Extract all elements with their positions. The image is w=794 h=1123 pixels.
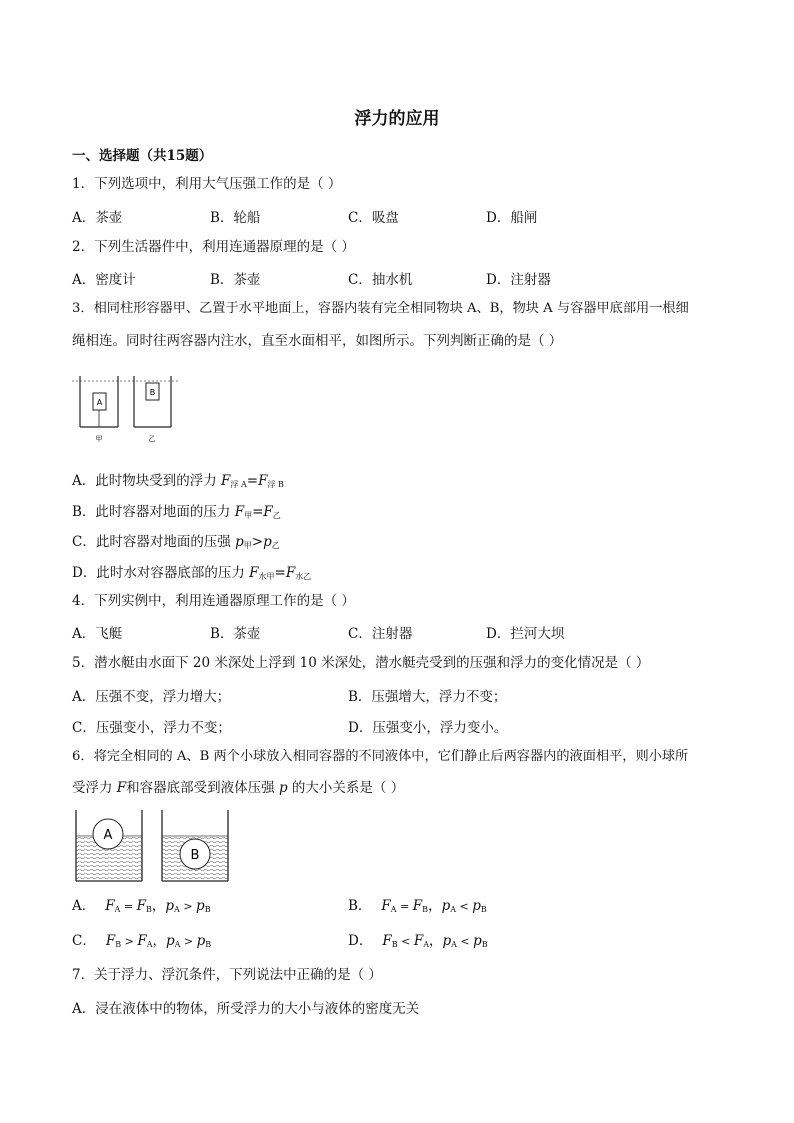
q2-option-a: A．密度计: [72, 272, 136, 288]
block-b-label: B: [149, 388, 156, 397]
q4-option-d: D．拦河大坝: [486, 626, 565, 642]
page-title: 浮力的应用: [354, 109, 440, 129]
q3-option-d: D．此时水对容器底部的压力 $F_{水甲}=F_{水乙}$: [72, 565, 312, 581]
question-2-stem: 2．下列生活器件中，利用连通器原理的是（ ）: [72, 239, 355, 255]
question-6-stem-line-2: 受浮力 F和容器底部受到液体压强 p 的大小关系是（ ）: [72, 780, 405, 796]
container-yi-label: 乙: [148, 435, 156, 443]
section-heading: 一、选择题（共15题）: [72, 148, 213, 164]
q6-option-c: C． $F_B > F_A$，$p_A > p_B$: [72, 933, 212, 949]
q5-option-c: C．压强变小，浮力不变；: [72, 720, 231, 736]
q5-option-a: A．压强不变，浮力增大；: [72, 689, 231, 705]
q3-option-c: C．此时容器对地面的压强 $p_甲>p_乙$: [72, 534, 280, 550]
question-3-stem-line-2: 绳相连。同时往两容器内注水，直至水面相平，如图所示。下列判断正确的是（ ）: [72, 333, 563, 349]
q6-option-d: D． $F_B < F_A$，$p_A < p_B$: [348, 933, 488, 949]
q7-option-a: A．浸在液体中的物体，所受浮力的大小与液体的密度无关: [72, 1001, 420, 1017]
q1-option-d: D．船闸: [486, 210, 538, 226]
q2-option-d: D．注射器: [486, 272, 551, 288]
q4-option-a: A．飞艇: [72, 626, 123, 642]
block-a-label: A: [96, 398, 103, 407]
q5-option-b: B．压强增大，浮力不变；: [348, 689, 507, 705]
q2-option-b: B．茶壶: [210, 272, 261, 288]
question-5-stem: 5．潜水艇由水面下 20 米深处上浮到 10 米深处，潜水艇壳受到的压强和浮力的变化情况是（ ）: [72, 655, 650, 671]
ball-a-label: A: [103, 828, 113, 843]
container-a: [76, 810, 142, 881]
q6-option-a: A． $F_A = F_B$，$p_A > p_B$: [72, 898, 211, 914]
ball-b-label: B: [190, 848, 200, 863]
container-jia: [80, 376, 118, 443]
question-3-stem-line-1: 3．相同柱形容器甲、乙置于水平地面上，容器内装有完全相同物块 A、B，物块 A 与容器甲底部用一根细: [72, 301, 689, 316]
q1-option-a: A．茶壶: [72, 210, 123, 226]
question-6-stem-line-1: 6．将完全相同的 A、B 两个小球放入相同容器的不同液体中，它们静止后两容器内的液面相平，则小球所: [72, 749, 689, 764]
question-1-stem: 1．下列选项中，利用大气压强工作的是（ ）: [72, 176, 342, 192]
q3-figure-containers: [72, 372, 182, 446]
q6-figure-containers: [72, 808, 238, 884]
container-b: [162, 810, 228, 881]
q4-option-b: B．茶壶: [210, 626, 261, 642]
question-4-stem: 4．下列实例中，利用连通器原理工作的是（ ）: [72, 593, 355, 609]
q2-option-c: C．抽水机: [348, 272, 413, 288]
container-yi: [134, 376, 171, 443]
q6-option-b: B． $F_A = F_B$，$p_A < p_B$: [348, 898, 487, 914]
q5-option-d: D．压强变小，浮力变小。: [348, 720, 508, 736]
q3-option-b: B．此时容器对地面的压力 $F_甲=F_乙$: [72, 504, 281, 520]
q1-option-c: C．吸盘: [348, 210, 399, 226]
container-jia-label: 甲: [95, 435, 103, 443]
question-7-stem: 7．关于浮力、浮沉条件，下列说法中正确的是（ ）: [72, 967, 382, 983]
q3-option-a: A．此时物块受到的浮力 $F_{浮 A}=F_{浮 B}$: [72, 473, 284, 489]
q4-option-c: C．注射器: [348, 626, 413, 642]
q1-option-b: B．轮船: [210, 210, 261, 226]
